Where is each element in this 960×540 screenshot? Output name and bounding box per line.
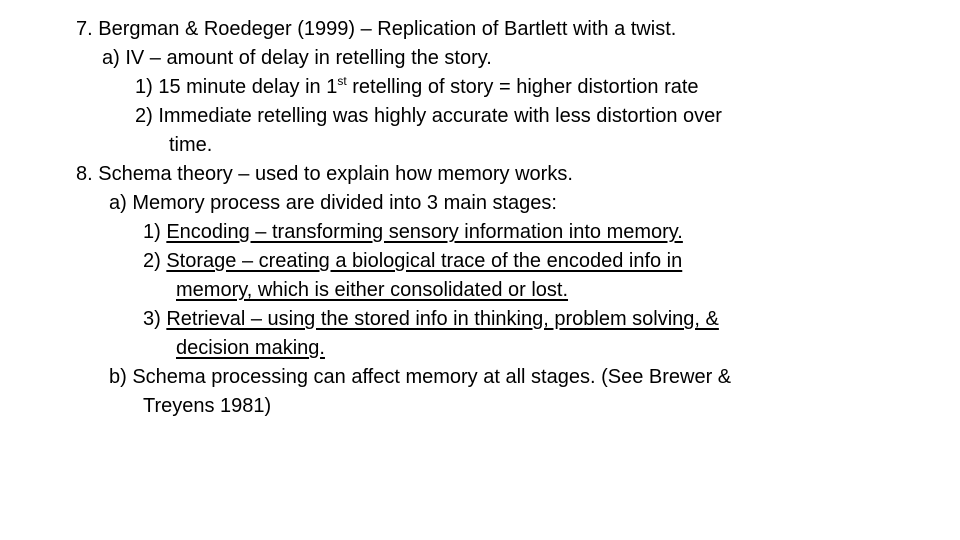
item-8a2-line2: memory, which is either consolidated or lost. (176, 279, 569, 301)
item-7a1-pre: 1) 15 minute delay in 1 (135, 76, 338, 98)
item-8b-line1: b) Schema processing can affect memory at all stages. (See Brewer & (109, 366, 732, 388)
item-8a1-text: Encoding – transforming sensory information into memory. (166, 221, 683, 243)
item-8a3-num: 3) (143, 308, 167, 330)
item-7a1-post: retelling of story = higher distortion rate (346, 76, 699, 98)
item-7a: a) IV – amount of delay in retelling the story. (102, 47, 492, 69)
item-8a: a) Memory process are divided into 3 main stages: (109, 192, 557, 214)
item-8a1-num: 1) (143, 221, 167, 243)
item-7a1-sup: st (337, 74, 347, 88)
item-8a2-text: Storage – creating a biological trace of the encoded info in (166, 250, 683, 272)
item-8a2-num: 2) (143, 250, 167, 272)
item-8-heading: 8. Schema theory – used to explain how memory works. (76, 163, 573, 185)
item-8a3-text: Retrieval – using the stored info in thinking, problem solving, & (166, 308, 719, 330)
item-7a2-line1: 2) Immediate retelling was highly accurate with less distortion over (135, 105, 722, 127)
item-7-heading: 7. Bergman & Roedeger (1999) – Replication of Bartlett with a twist. (76, 18, 677, 40)
item-8a1 (143, 220, 683, 244)
item-7a1 (135, 75, 699, 101)
item-8a2-line1 (143, 249, 682, 273)
item-8a3-line2: decision making. (176, 337, 325, 359)
item-8a3-line1 (143, 307, 719, 331)
item-8b-line2: Treyens 1981) (143, 395, 272, 417)
item-7a2-line2: time. (169, 134, 213, 156)
